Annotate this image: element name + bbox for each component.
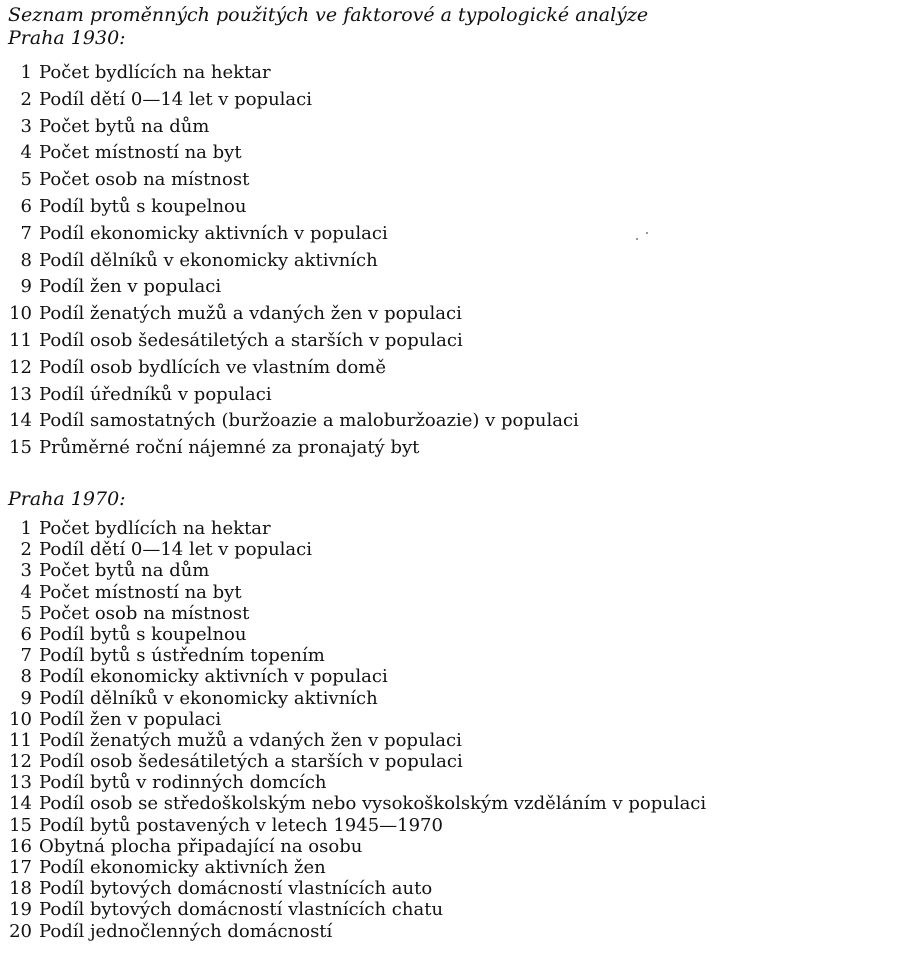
item-number: 4 — [20, 581, 32, 603]
list-item — [8, 539, 706, 560]
item-text: Počet bydlících na hektar — [39, 518, 271, 539]
list-item — [8, 303, 579, 330]
list-item — [8, 437, 579, 464]
list-item — [8, 116, 579, 143]
item-text: Podíl bytů postavených v letech 1945—1970 — [39, 814, 443, 836]
item-number: 5 — [20, 169, 32, 191]
item-number: 15 — [9, 437, 32, 459]
list-item — [8, 223, 579, 250]
list-item — [8, 357, 579, 384]
list-item — [8, 169, 579, 196]
item-number: 10 — [9, 708, 32, 730]
item-number: 11 — [9, 329, 32, 351]
list-item — [8, 836, 706, 857]
item-number: 8 — [20, 249, 32, 271]
item-text: Podíl jednočlenných domácností — [39, 920, 333, 942]
item-text: Podíl žen v populaci — [39, 708, 222, 730]
item-text: Podíl ženatých mužů a vdaných žen v populaci — [39, 303, 462, 325]
item-number: 14 — [9, 410, 32, 432]
item-number: 8 — [20, 666, 32, 688]
list-item — [8, 196, 579, 223]
list-item — [8, 582, 706, 603]
page-title: Seznam proměnných použitých ve faktorové a typologické analýze — [8, 4, 649, 26]
item-text: Podíl bytů v rodinných domcích — [39, 772, 327, 794]
item-number: 6 — [20, 623, 32, 645]
list-item — [8, 730, 706, 751]
item-text: Podíl osob šedesátiletých a starších v populaci — [39, 329, 463, 351]
item-number: 2 — [20, 539, 32, 561]
list-item — [8, 899, 706, 920]
list-item — [8, 518, 706, 539]
item-text: Podíl bytů s koupelnou — [39, 623, 247, 645]
scan-speck — [636, 238, 638, 240]
list-item — [8, 560, 706, 581]
item-number: 3 — [20, 115, 32, 137]
item-number: 2 — [20, 88, 32, 110]
variable-list-1930 — [8, 62, 579, 464]
item-number: 12 — [9, 751, 32, 773]
item-text: Podíl ekonomicky aktivních žen — [39, 857, 326, 878]
item-text: Obytná plocha připadající na osobu — [39, 835, 363, 857]
item-number: 1 — [20, 518, 32, 539]
list-item — [8, 62, 579, 89]
item-number: 1 — [20, 62, 32, 83]
list-item — [8, 645, 706, 666]
item-text: Podíl ženatých mužů a vdaných žen v populaci — [39, 729, 462, 751]
item-text: Počet bytů na dům — [39, 560, 210, 582]
item-number: 17 — [9, 857, 32, 878]
item-number: 12 — [9, 356, 32, 378]
list-item — [8, 276, 579, 303]
variable-list-1970 — [8, 518, 706, 942]
item-text: Počet bydlících na hektar — [39, 62, 271, 83]
item-number: 9 — [20, 276, 32, 298]
item-number: 14 — [9, 793, 32, 815]
item-text: Počet místností na byt — [39, 142, 242, 164]
item-number: 11 — [9, 729, 32, 751]
list-item — [8, 330, 579, 357]
list-item — [8, 921, 706, 942]
item-number: 7 — [20, 645, 32, 667]
list-item — [8, 89, 579, 116]
list-item — [8, 709, 706, 730]
list-item — [8, 857, 706, 878]
item-number: 15 — [9, 814, 32, 836]
item-text: Podíl žen v populaci — [39, 276, 222, 298]
item-number: 4 — [20, 142, 32, 164]
item-text: Podíl bytů s koupelnou — [39, 195, 247, 217]
list-item — [8, 666, 706, 687]
item-number: 9 — [20, 687, 32, 709]
list-item — [8, 250, 579, 277]
item-text: Počet osob na místnost — [39, 602, 250, 624]
item-text: Podíl ekonomicky aktivních v populaci — [39, 222, 388, 244]
item-text: Podíl osob bydlících ve vlastním domě — [39, 356, 386, 378]
item-number: 10 — [9, 303, 32, 325]
section-heading-1970: Praha 1970: — [8, 488, 126, 510]
list-item — [8, 815, 706, 836]
item-text: Počet osob na místnost — [39, 169, 250, 191]
item-text: Podíl úředníků v populaci — [39, 383, 272, 405]
list-item — [8, 603, 706, 624]
list-item — [8, 878, 706, 899]
item-number: 3 — [20, 560, 32, 582]
item-number: 7 — [20, 222, 32, 244]
list-item — [8, 142, 579, 169]
item-number: 13 — [9, 383, 32, 405]
item-text: Podíl bytů s ústředním topením — [39, 645, 325, 667]
list-item — [8, 751, 706, 772]
item-text: Počet místností na byt — [39, 581, 242, 603]
list-item — [8, 793, 706, 814]
list-item — [8, 410, 579, 437]
item-number: 20 — [9, 920, 32, 942]
item-number: 6 — [20, 195, 32, 217]
item-number: 13 — [9, 772, 32, 794]
list-item — [8, 624, 706, 645]
list-item — [8, 384, 579, 411]
item-text: Podíl dětí 0—14 let v populaci — [39, 88, 312, 110]
item-text: Průměrné roční nájemné za pronajatý byt — [39, 437, 420, 459]
item-text: Počet bytů na dům — [39, 115, 210, 137]
list-item — [8, 772, 706, 793]
item-text: Podíl osob šedesátiletých a starších v populaci — [39, 751, 463, 773]
item-text: Podíl samostatných (buržoazie a maloburžoazie) v populaci — [39, 410, 579, 432]
scan-speck — [646, 232, 648, 234]
item-number: 16 — [9, 835, 32, 857]
item-number: 18 — [9, 878, 32, 900]
item-text: Podíl bytových domácností vlastnících chatu — [39, 899, 444, 921]
item-text: Podíl dělníků v ekonomicky aktivních — [39, 249, 378, 271]
item-text: Podíl osob se středoškolským nebo vysokoškolským vzděláním v populaci — [39, 793, 707, 815]
item-text: Podíl ekonomicky aktivních v populaci — [39, 666, 388, 688]
list-item — [8, 688, 706, 709]
item-text: Podíl bytových domácností vlastnících auto — [39, 878, 433, 900]
item-text: Podíl dělníků v ekonomicky aktivních — [39, 687, 378, 709]
item-number: 19 — [9, 899, 32, 921]
item-number: 5 — [20, 602, 32, 624]
item-text: Podíl dětí 0—14 let v populaci — [39, 539, 312, 561]
section-heading-1930: Praha 1930: — [8, 27, 126, 49]
